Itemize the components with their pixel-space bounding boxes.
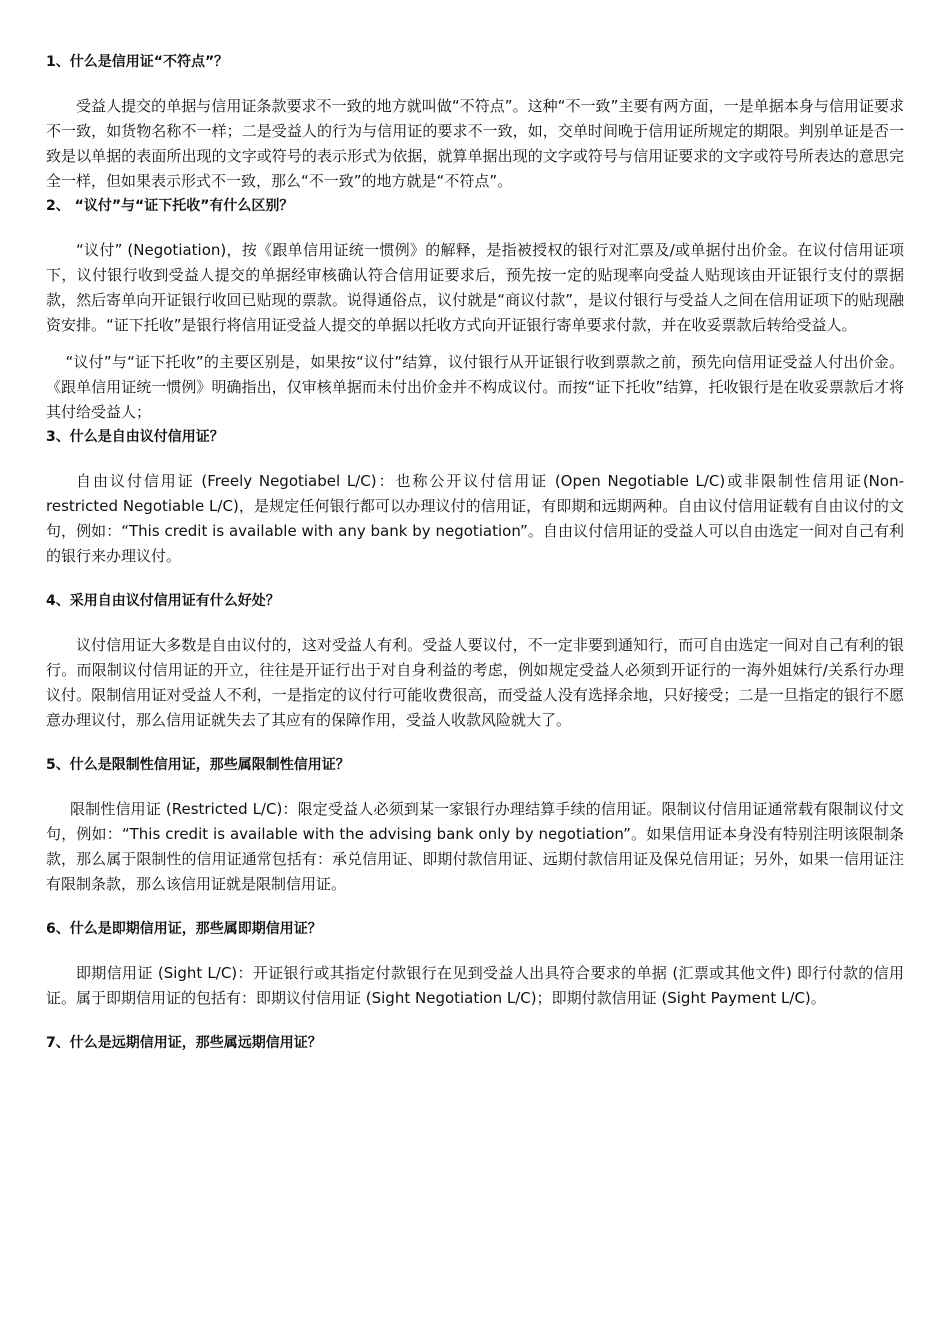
spacer [46,733,904,753]
section-paragraph: 受益人提交的单据与信用证条款要求不一致的地方就叫做“不符点”。这种“不一致”主要有两方面，一是单据本身与信用证要求不一致，如货物名称不一样；二是受益人的行为与信用证的要求不一致，如，交单时间晚于信用证所规定的期限。判别单证是否一致是以单据的表面所出现的文字或符号的表示形式为依据，就算单据出现的文字或符号与信用证要求的文字或符号所表达的意思完全一样，但如果表示形式不一致，那么“不一致”的地方就是“不符点”。 [46,97,904,190]
section-paragraph: 限制性信用证 (Restricted L/C)：限定受益人必须到某一家银行办理结算手续的信用证。限制议付信用证通常载有限制议付文句，例如：“This credit is available with the advising bank only by negotiation”。如果信用证本身没有特别注明该限制条款，那么属于限制性的信用证通常包括有：承兑信用证、即期付款信用证、远期付款信用证及保兑信用证；另外，如果一信用证注有限制条款，那么该信用证就是限制信用证。 [46,800,904,893]
section-paragraph: “议付”与“证下托收”的主要区别是，如果按“议付”结算，议付银行从开证银行收到票款之前，预先向信用证受益人付出价金。《跟单信用证统一惯例》明确指出，仅审核单据而未付出价金并不构成议付。而按“证下托收”结算，托收银行是在收妥票款后才将其付给受益人； [46,353,904,421]
section-heading-3: 3、什么是自由议付信用证？ [46,429,224,445]
section-paragraph: 即期信用证 (Sight L/C)：开证银行或其指定付款银行在见到受益人出具符合要求的单据 (汇票或其他文件) 即行付款的信用证。属于即期信用证的包括有：即期议付信用证 (Sight Negotiation L/C)；即期付款信用证 (Sight Payment L/C)。 [46,964,904,1007]
section-paragraph: 自由议付信用证 (Freely Negotiabel L/C)：也称公开议付信用证 (Open Negotiable L/C)或非限制性信用证(Non-restricted Negotiable L/C)，是规定任何银行都可以办理议付的信用证，有即期和远期两种。自由议付信用证载有自由议付的文句，例如：“This credit is available with any bank by negotiation”。自由议付信用证的受益人可以自由选定一间对自己有利的银行来办理议付。 [46,472,904,565]
section-heading-7: 7、什么是远期信用证，那些属远期信用证？ [46,1035,322,1051]
section-heading-4: 4、采用自由议付信用证有什么好处？ [46,593,280,609]
spacer [46,449,904,469]
spacer [46,1011,904,1031]
spacer [46,613,904,633]
section-heading-1: 1、什么是信用证“不符点”？ [46,54,229,70]
spacer [46,897,904,917]
spacer [46,777,904,797]
section-heading-2: 2、 “议付”与“证下托收”有什么区别？ [46,198,294,214]
section-paragraph: 议付信用证大多数是自由议付的，这对受益人有利。受益人要议付，不一定非要到通知行，而可自由选定一间对自己有利的银行。而限制议付信用证的开立，往往是开证行出于对自身利益的考虑，例如规定受益人必须到开证行的一海外姐妹行/关系行办理议付。限制信用证对受益人不利，一是指定的议付行可能收费很高，而受益人没有选择余地，只好接受；二是一旦指定的银行不愿意办理议付，那么信用证就失去了其应有的保障作用，受益人收款风险就大了。 [46,636,904,729]
spacer [46,569,904,589]
spacer [46,74,904,94]
section-paragraph: “议付” (Negotiation)，按《跟单信用证统一惯例》的解释，是指被授权的银行对汇票及/或单据付出价金。在议付信用证项下，议付银行收到受益人提交的单据经审核确认符合信用证要求后，预先按一定的贴现率向受益人贴现该由开证银行支付的票据款，然后寄单向开证银行收回已贴现的票款。说得通俗点，议付就是“商议付款”，是议付银行与受益人之间在信用证项下的贴现融资安排。“证下托收”是银行将信用证受益人提交的单据以托收方式向开证银行寄单要求付款，并在收妥票款后转给受益人。 [46,241,904,334]
section-heading-5: 5、什么是限制性信用证，那些属限制性信用证？ [46,757,350,773]
document-page [46,50,904,1055]
spacer [46,218,904,238]
spacer [46,941,904,961]
section-heading-6: 6、什么是即期信用证，那些属即期信用证？ [46,921,322,937]
spacer [46,338,904,350]
